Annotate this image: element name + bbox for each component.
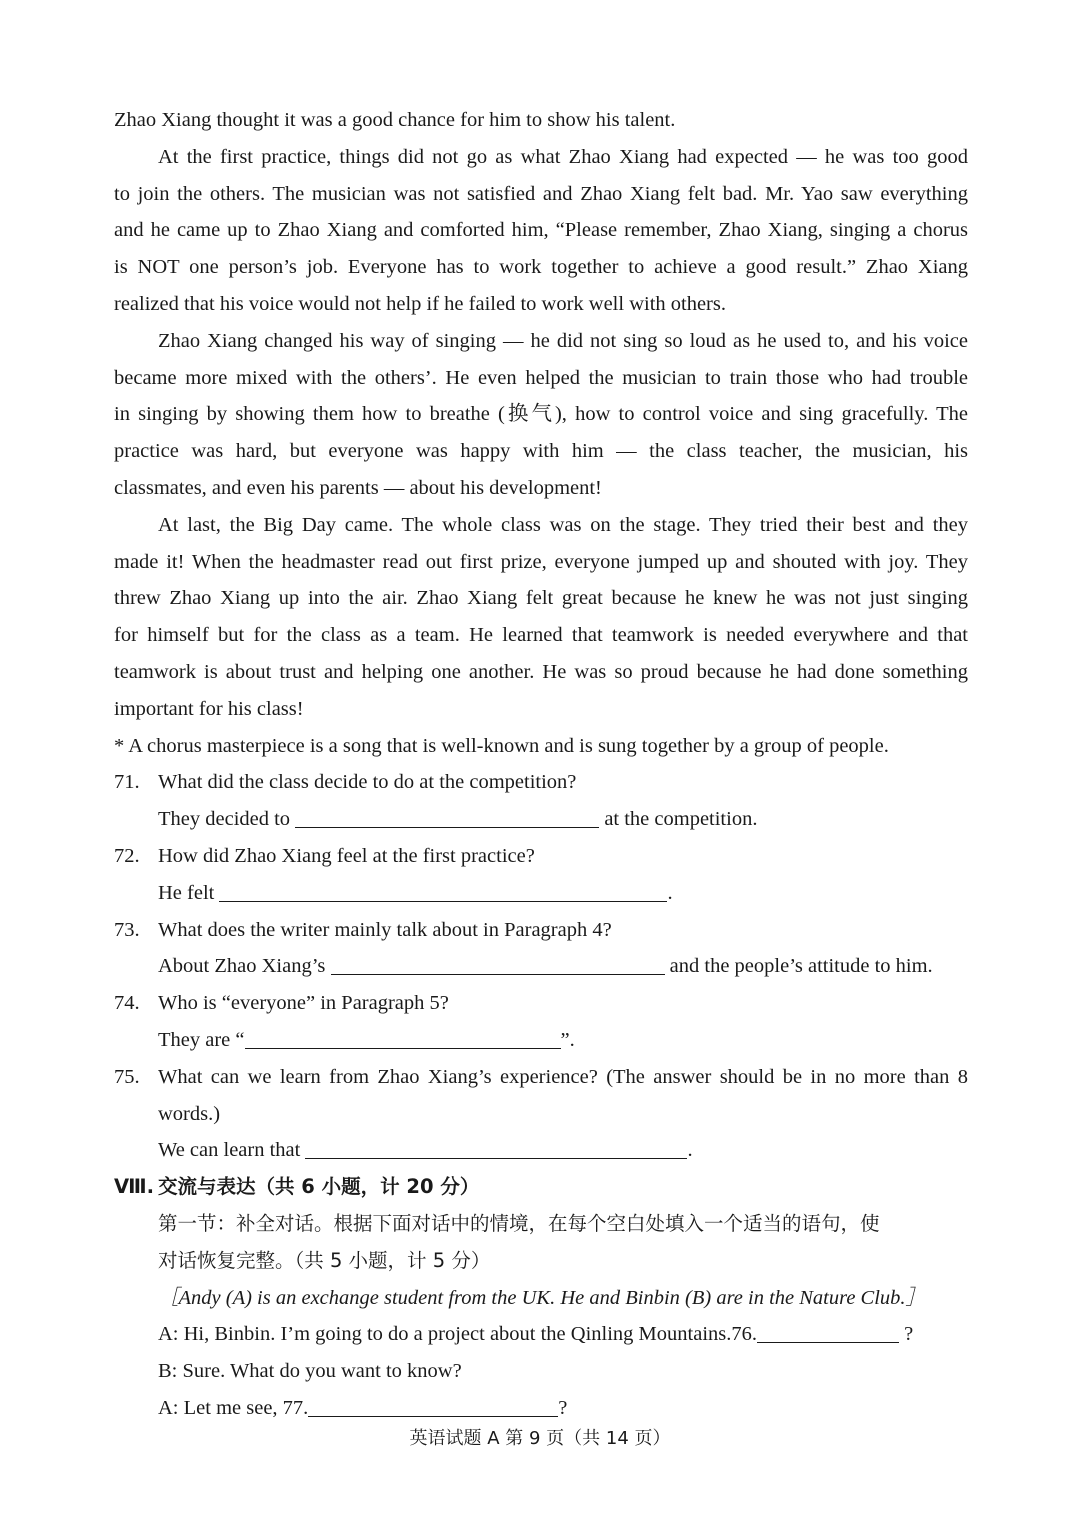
passage-line: is NOT one person’s job. Everyone has to work together to achieve a good result.” Zhao Xiang	[114, 256, 968, 279]
answer-blank[interactable]	[245, 1026, 561, 1049]
question-text: What can we learn from Zhao Xiang’s experience? (The answer should be in no more than 8	[158, 1065, 968, 1088]
passage-line: At the first practice, things did not go as what Zhao Xiang had expected — he was too good	[158, 145, 968, 168]
passage-line: realized that his voice would not help if he failed to work well with others.	[114, 292, 726, 315]
question-text-cont: words.)	[158, 1102, 221, 1125]
question-number: 73.	[114, 918, 140, 941]
question-number: 74.	[114, 992, 140, 1015]
answer-blank-76[interactable]	[757, 1320, 899, 1343]
footnote: * A chorus masterpiece is a song that is well-known and is sung together by a group of people.	[114, 734, 889, 757]
answer-blank[interactable]	[295, 805, 599, 828]
dialogue-line: A: Let me see, 77. ?	[114, 1390, 968, 1427]
answer-blank[interactable]	[331, 952, 665, 975]
passage-line: important for his class!	[114, 697, 304, 720]
passage-line: Zhao Xiang changed his way of singing — he did not sing so loud as he used to, and his voice	[158, 329, 968, 352]
section-title: 交流与表达（共 6 小题，计 20 分）	[158, 1175, 480, 1199]
passage-line: made it! When the headmaster read out first prize, everyone jumped up and shouted with joy. They	[114, 550, 968, 573]
section-number: Ⅷ.	[114, 1175, 155, 1199]
passage-line: threw Zhao Xiang up into the air. Zhao Xiang felt great because he knew he was not just singing	[114, 587, 968, 610]
answer-line-72: He felt .	[114, 875, 968, 912]
question-number: 72.	[114, 844, 140, 867]
question-73	[114, 912, 968, 949]
question-text: How did Zhao Xiang feel at the first practice?	[158, 844, 535, 867]
page-footer: 英语试题 A 第 9 页（共 14 页）	[409, 1428, 671, 1449]
answer-line-73: About Zhao Xiang’s and the people’s attitude to him.	[114, 948, 968, 985]
question-text: What did the class decide to do at the competition?	[158, 771, 577, 794]
question-text: Who is “everyone” in Paragraph 5?	[158, 992, 449, 1015]
question-71	[114, 764, 968, 801]
dialogue-line: B: Sure. What do you want to know?	[158, 1360, 462, 1383]
answer-line-75: We can learn that .	[114, 1132, 968, 1169]
section-instruction: 第一节：补全对话。根据下面对话中的情境，在每个空白处填入一个适当的语句，使	[158, 1211, 880, 1235]
passage-line: in singing by showing them how to breathe (换气), how to control voice and sing gracefully. The	[114, 403, 968, 426]
passage-line: classmates, and even his parents — about his development!	[114, 476, 602, 499]
answer-blank-77[interactable]	[308, 1394, 558, 1417]
passage-line: teamwork is about trust and helping one another. He was so proud because he had done something	[114, 660, 968, 683]
question-74	[114, 985, 968, 1022]
passage-line: Zhao Xiang thought it was a good chance for him to show his talent.	[114, 109, 676, 131]
passage-line: and he came up to Zhao Xiang and comforted him, “Please remember, Zhao Xiang, singing a chorus	[114, 219, 968, 242]
answer-line-74: They are “ ”.	[114, 1022, 968, 1059]
dialogue-line: A: Hi, Binbin. I’m going to do a project about the Qinling Mountains.76. ?	[114, 1316, 968, 1353]
passage-line: to join the others. The musician was not satisfied and Zhao Xiang felt bad. Mr. Yao saw everything	[114, 182, 968, 205]
answer-blank[interactable]	[305, 1136, 687, 1159]
section-instruction: 对话恢复完整。（共 5 小题，计 5 分）	[158, 1248, 491, 1272]
passage-line: At last, the Big Day came. The whole class was on the stage. They tried their best and they	[158, 513, 968, 536]
passage-line: became more mixed with the others’. He even helped the musician to train those who had trouble	[114, 366, 968, 389]
question-number: 71.	[114, 771, 140, 794]
question-75	[114, 1059, 968, 1096]
answer-line-71: They decided to at the competition.	[114, 801, 968, 838]
question-text: What does the writer mainly talk about in Paragraph 4?	[158, 918, 612, 941]
passage-line: for himself but for the class as a team. He learned that teamwork is needed everywhere and that	[114, 624, 968, 647]
passage-line: practice was hard, but everyone was happy with him — the class teacher, the musician, his	[114, 440, 968, 463]
exam-page	[114, 102, 968, 1427]
question-number: 75.	[114, 1065, 140, 1088]
answer-blank[interactable]	[219, 879, 667, 902]
question-72	[114, 838, 968, 875]
dialogue-context: ［Andy (A) is an exchange student from the UK. He and Binbin (B) are in the Nature Club.］	[158, 1286, 927, 1309]
section-heading	[114, 1169, 968, 1206]
